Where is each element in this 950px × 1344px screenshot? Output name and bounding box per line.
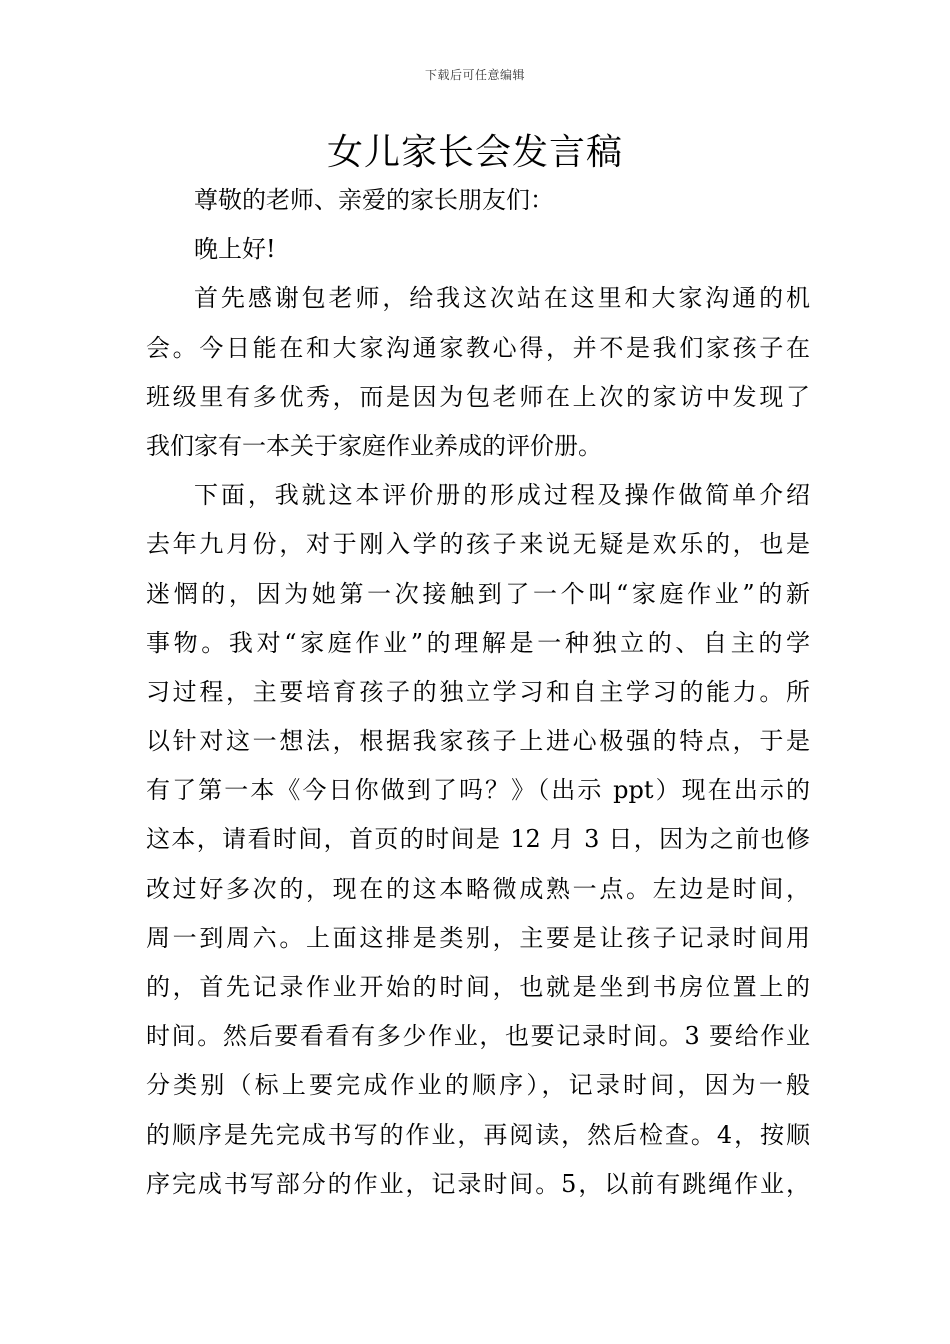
paragraph-line: 序完成书写部分的作业，记录时间。5，以前有跳绳作业， xyxy=(146,1169,810,1198)
paragraph-line: 以针对这一想法，根据我家孩子上进心极强的特点，于是 xyxy=(146,727,810,756)
paragraph-line: 时间。然后要看看有多少作业，也要记录时间。3 要给作业 xyxy=(146,1022,810,1051)
document-body xyxy=(146,176,810,1209)
paragraph-line: 去年九月份，对于刚入学的孩子来说无疑是欢乐的，也是 xyxy=(146,530,810,559)
document-title: 女儿家长会发言稿 xyxy=(326,132,623,173)
paragraph-line: 事物。我对“家庭作业”的理解是一种独立的、自主的学 xyxy=(146,628,810,657)
paragraph-line: 迷惘的，因为她第一次接触到了一个叫“家庭作业”的新 xyxy=(146,579,810,608)
paragraph-line: 下面，我就这本评价册的形成过程及操作做简单介绍 xyxy=(194,481,810,510)
paragraph-line: 首先感谢包老师，给我这次站在这里和大家沟通的机 xyxy=(194,284,810,313)
greeting-line: 晚上好! xyxy=(194,235,276,264)
salutation-line: 尊敬的老师、亲爱的家长朋友们： xyxy=(194,186,554,214)
paragraph-line: 习过程，主要培育孩子的独立学习和自主学习的能力。所 xyxy=(146,677,810,706)
paragraph-line: 这本，请看时间，首页的时间是 12 月 3 日，因为之前也修 xyxy=(146,825,810,854)
paragraph-line: 的顺序是先完成书写的作业，再阅读，然后检查。4，按顺 xyxy=(146,1120,810,1149)
paragraph-line: 周一到周六。上面这排是类别，主要是让孩子记录时间用 xyxy=(146,923,810,952)
paragraph-line: 会。今日能在和大家沟通家教心得，并不是我们家孩子在 xyxy=(146,333,810,362)
paragraph-line: 分类别（标上要完成作业的顺序），记录时间，因为一般 xyxy=(146,1071,810,1100)
paragraph-line: 的，首先记录作业开始的时间，也就是坐到书房位置上的 xyxy=(146,973,810,1001)
header-note: 下载后可任意编辑 xyxy=(424,68,525,82)
paragraph-line: 有了第一本《今日你做到了吗？》（出示 ppt）现在出示的 xyxy=(146,776,810,805)
paragraph-line: 我们家有一本关于家庭作业养成的评价册。 xyxy=(146,431,602,460)
paragraph-line: 改过好多次的，现在的这本略微成熟一点。左边是时间， xyxy=(146,874,810,903)
paragraph-line: 班级里有多优秀，而是因为包老师在上次的家访中发现了 xyxy=(146,382,810,411)
